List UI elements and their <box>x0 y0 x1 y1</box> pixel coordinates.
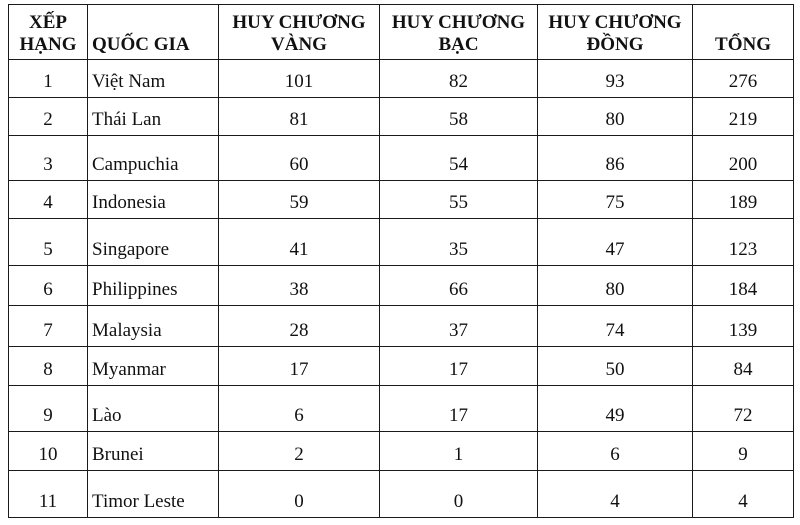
header-rank: XẾP HẠNG <box>9 5 88 60</box>
gold-cell: 60 <box>219 136 380 181</box>
silver-cell: 17 <box>380 347 538 386</box>
table-row <box>9 60 794 98</box>
total-cell: 276 <box>693 60 794 98</box>
bronze-cell: 50 <box>538 347 693 386</box>
country-cell: Brunei <box>88 432 219 471</box>
header-total: TỔNG <box>693 5 794 60</box>
rank-cell: 1 <box>9 60 88 98</box>
total-cell: 84 <box>693 347 794 386</box>
header-gold: HUY CHƯƠNG VÀNG <box>219 5 380 60</box>
country-cell: Thái Lan <box>88 98 219 136</box>
table-row <box>9 471 794 518</box>
country-cell: Singapore <box>88 219 219 266</box>
gold-cell: 81 <box>219 98 380 136</box>
table-row <box>9 219 794 266</box>
country-cell: Indonesia <box>88 181 219 219</box>
silver-cell: 66 <box>380 266 538 306</box>
table-body <box>9 60 794 518</box>
silver-cell: 17 <box>380 386 538 432</box>
table-row <box>9 98 794 136</box>
country-cell: Campuchia <box>88 136 219 181</box>
country-cell: Timor Leste <box>88 471 219 518</box>
silver-cell: 82 <box>380 60 538 98</box>
rank-cell: 7 <box>9 306 88 347</box>
rank-cell: 8 <box>9 347 88 386</box>
table-row <box>9 136 794 181</box>
bronze-cell: 49 <box>538 386 693 432</box>
gold-cell: 41 <box>219 219 380 266</box>
total-cell: 189 <box>693 181 794 219</box>
table-row <box>9 266 794 306</box>
gold-cell: 38 <box>219 266 380 306</box>
gold-cell: 17 <box>219 347 380 386</box>
bronze-cell: 93 <box>538 60 693 98</box>
header-row <box>9 5 794 60</box>
table-row <box>9 432 794 471</box>
table-row <box>9 347 794 386</box>
gold-cell: 2 <box>219 432 380 471</box>
country-cell: Việt Nam <box>88 60 219 98</box>
country-cell: Philippines <box>88 266 219 306</box>
header-silver: HUY CHƯƠNG BẠC <box>380 5 538 60</box>
silver-cell: 35 <box>380 219 538 266</box>
rank-cell: 9 <box>9 386 88 432</box>
total-cell: 9 <box>693 432 794 471</box>
country-cell: Malaysia <box>88 306 219 347</box>
header-country: QUỐC GIA <box>88 5 219 60</box>
bronze-cell: 6 <box>538 432 693 471</box>
total-cell: 200 <box>693 136 794 181</box>
bronze-cell: 4 <box>538 471 693 518</box>
rank-cell: 2 <box>9 98 88 136</box>
silver-cell: 1 <box>380 432 538 471</box>
gold-cell: 59 <box>219 181 380 219</box>
header-bronze: HUY CHƯƠNG ĐỒNG <box>538 5 693 60</box>
silver-cell: 55 <box>380 181 538 219</box>
gold-cell: 28 <box>219 306 380 347</box>
table-header <box>9 5 794 60</box>
bronze-cell: 80 <box>538 266 693 306</box>
bronze-cell: 86 <box>538 136 693 181</box>
rank-cell: 5 <box>9 219 88 266</box>
bronze-cell: 47 <box>538 219 693 266</box>
gold-cell: 101 <box>219 60 380 98</box>
table-row <box>9 306 794 347</box>
silver-cell: 0 <box>380 471 538 518</box>
silver-cell: 37 <box>380 306 538 347</box>
country-cell: Myanmar <box>88 347 219 386</box>
rank-cell: 10 <box>9 432 88 471</box>
total-cell: 4 <box>693 471 794 518</box>
total-cell: 72 <box>693 386 794 432</box>
silver-cell: 58 <box>380 98 538 136</box>
table-row <box>9 181 794 219</box>
total-cell: 139 <box>693 306 794 347</box>
total-cell: 184 <box>693 266 794 306</box>
rank-cell: 6 <box>9 266 88 306</box>
bronze-cell: 80 <box>538 98 693 136</box>
silver-cell: 54 <box>380 136 538 181</box>
medal-table <box>8 4 794 518</box>
bronze-cell: 75 <box>538 181 693 219</box>
rank-cell: 3 <box>9 136 88 181</box>
gold-cell: 0 <box>219 471 380 518</box>
bronze-cell: 74 <box>538 306 693 347</box>
country-cell: Lào <box>88 386 219 432</box>
rank-cell: 4 <box>9 181 88 219</box>
total-cell: 219 <box>693 98 794 136</box>
total-cell: 123 <box>693 219 794 266</box>
gold-cell: 6 <box>219 386 380 432</box>
table-row <box>9 386 794 432</box>
rank-cell: 11 <box>9 471 88 518</box>
